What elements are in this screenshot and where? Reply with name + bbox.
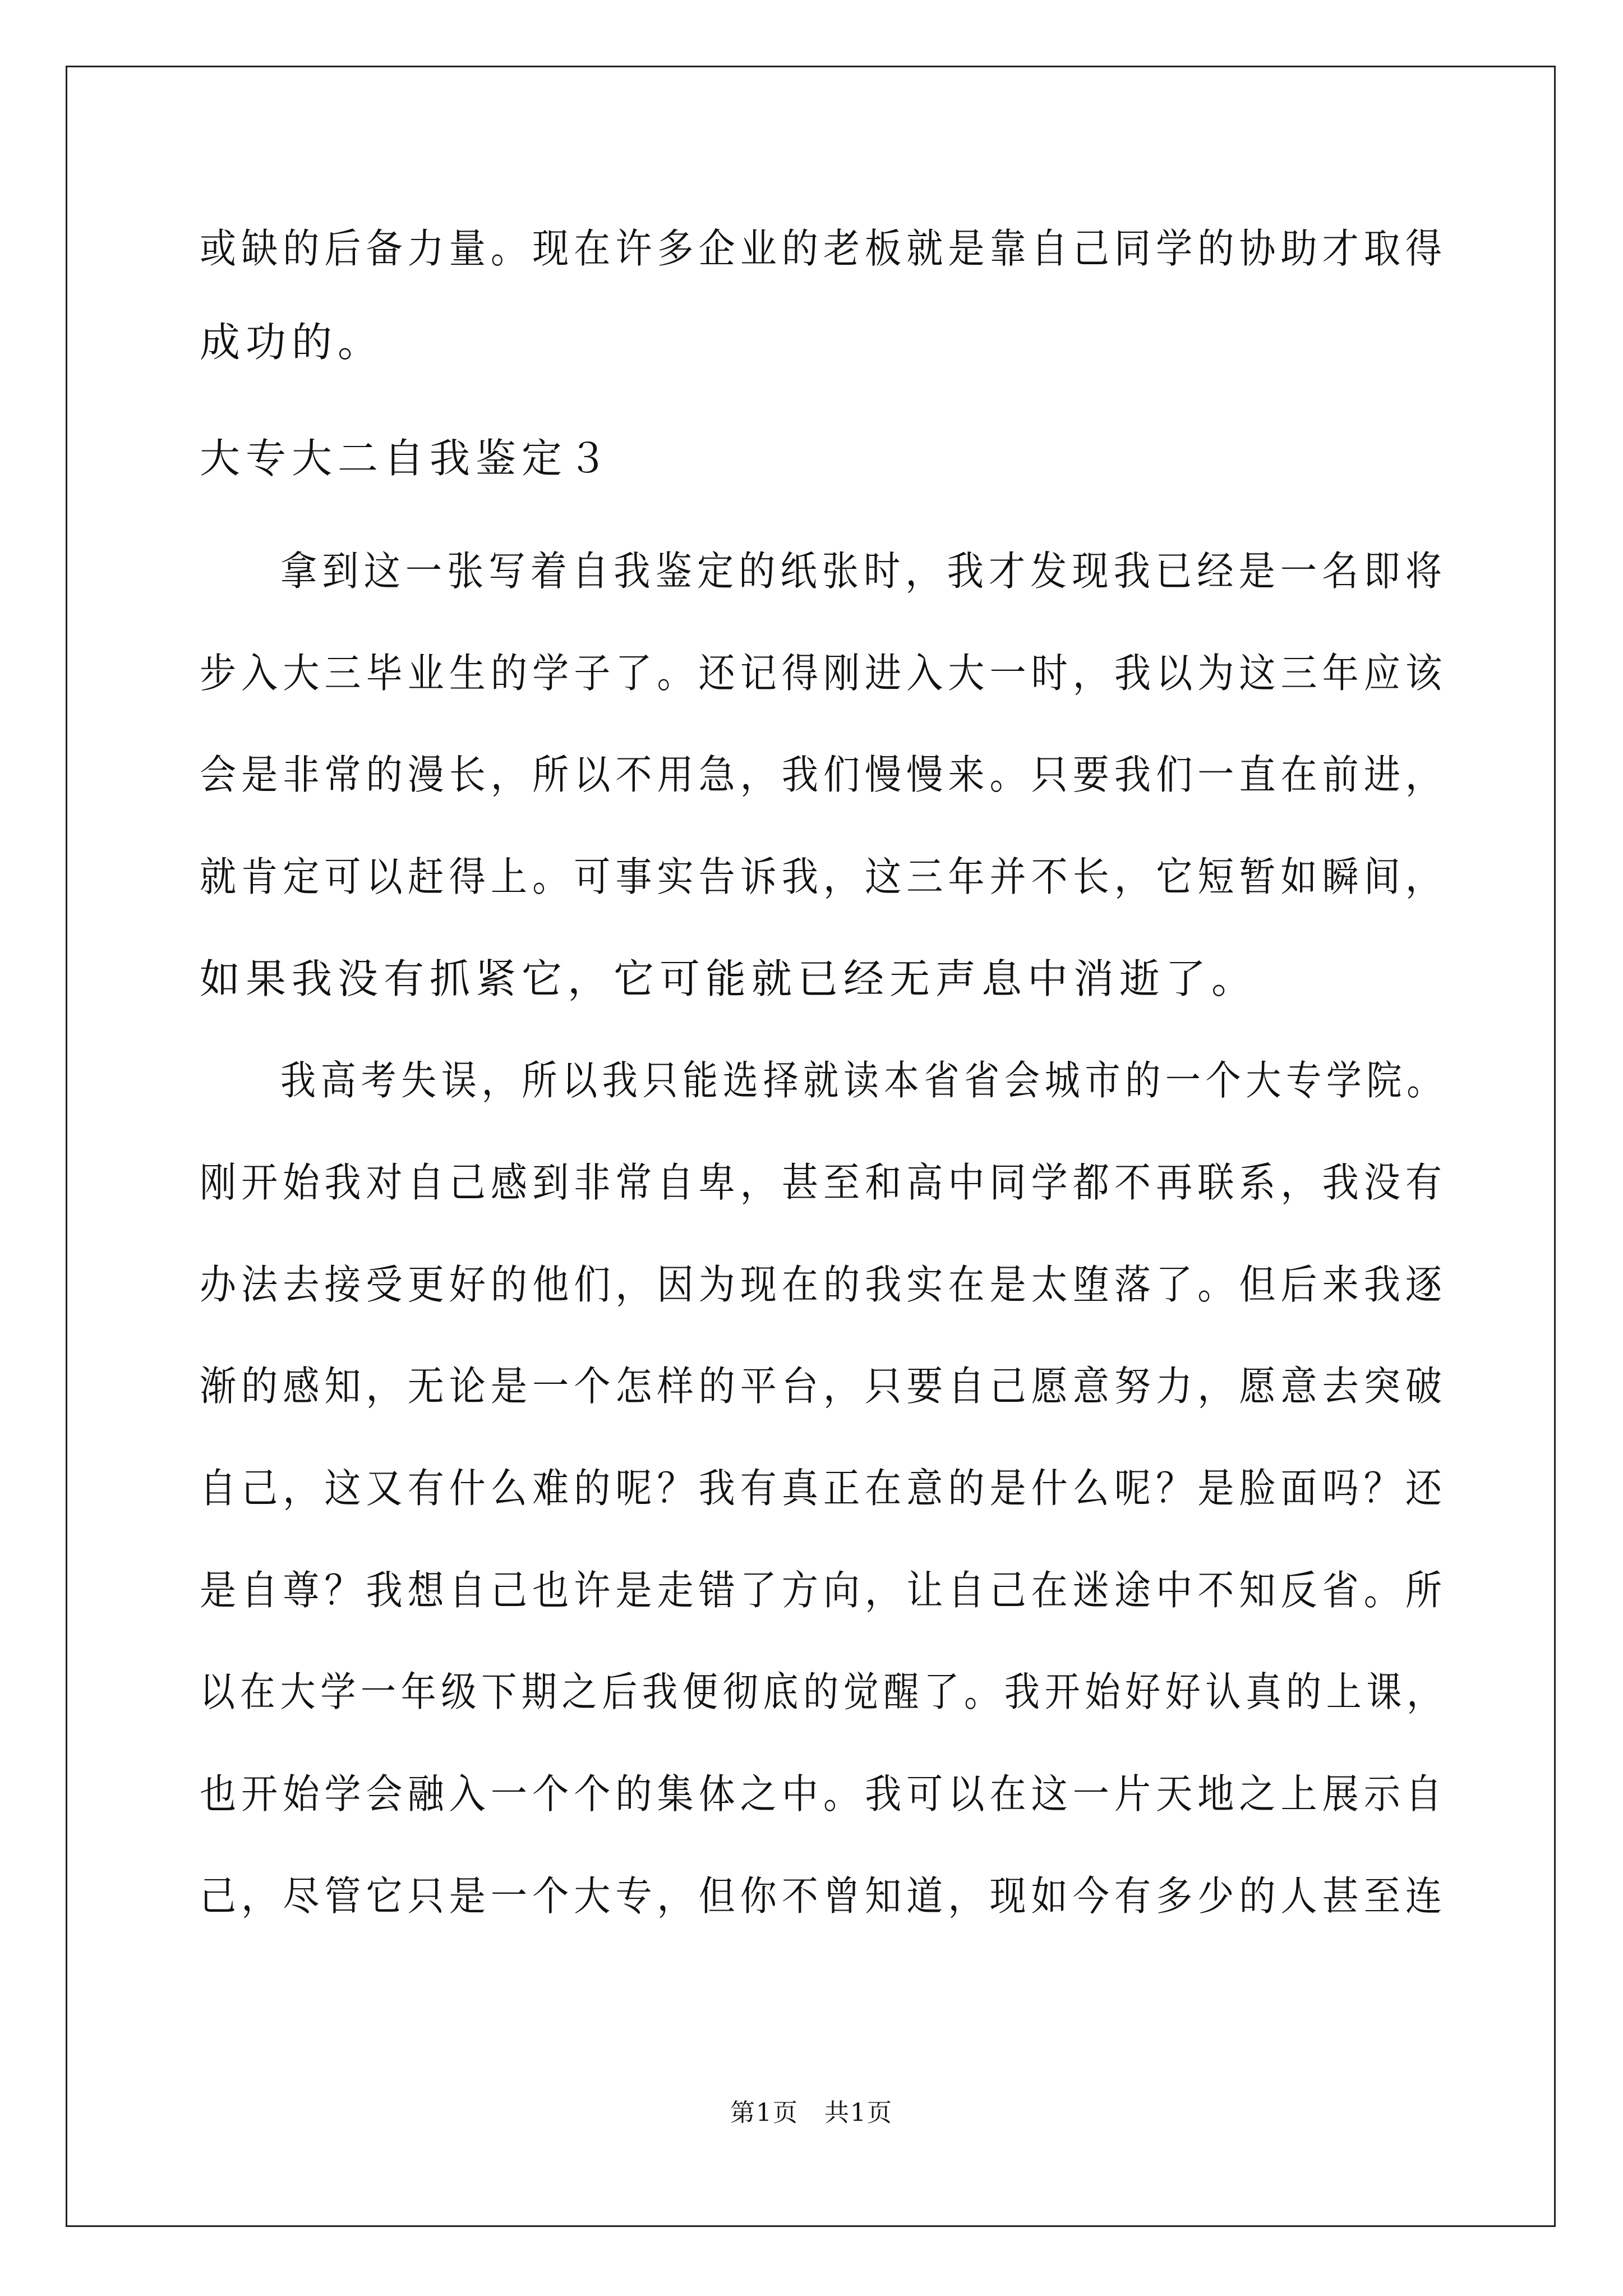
body-text-line: 或缺的后备力量。现在许多企业的老板就是靠自己同学的协助才取得 [200,225,1447,272]
body-text-line: 成功的。 [200,319,384,366]
page-number-footer: 第1页 共1页 [730,2099,893,2127]
body-text-line: 以在大学一年级下期之后我便彻底的觉醒了。我开始好好认真的上课， [200,1668,1447,1715]
body-text-line: 步入大三毕业生的学子了。还记得刚进入大一时，我以为这三年应该 [200,650,1447,697]
body-text-line: 己，尽管它只是一个大专，但你不曾知道，现如今有多少的人甚至连 [200,1872,1447,1920]
body-text-line: 是自尊？我想自己也许是走错了方向，让自己在迷途中不知反省。所 [200,1567,1447,1614]
section-heading: 大专大二自我鉴定３ [200,435,614,482]
paragraph-first-line: 我高考失误，所以我只能选择就读本省省会城市的一个大专学院。 [280,1057,1447,1104]
body-text-line: 自己，这又有什么难的呢？我有真正在意的是什么呢？是脸面吗？还 [200,1465,1447,1512]
body-text-line: 渐的感知，无论是一个怎样的平台，只要自己愿意努力，愿意去突破 [200,1363,1447,1410]
paragraph-first-line: 拿到这一张写着自我鉴定的纸张时，我才发现我已经是一名即将 [280,547,1447,595]
body-text-line: 就肯定可以赶得上。可事实告诉我，这三年并不长，它短暂如瞬间， [200,853,1447,900]
body-text-line: 如果我没有抓紧它，它可能就已经无声息中消逝了。 [200,955,1258,1002]
body-text-line: 也开始学会融入一个个的集体之中。我可以在这一片天地之上展示自 [200,1770,1447,1818]
body-text-line: 会是非常的漫长，所以不用急，我们慢慢来。只要我们一直在前进， [200,751,1447,798]
body-text-line: 刚开始我对自己感到非常自卑，甚至和高中同学都不再联系，我没有 [200,1159,1447,1206]
body-text-line: 办法去接受更好的他们，因为现在的我实在是太堕落了。但后来我逐 [200,1261,1447,1308]
